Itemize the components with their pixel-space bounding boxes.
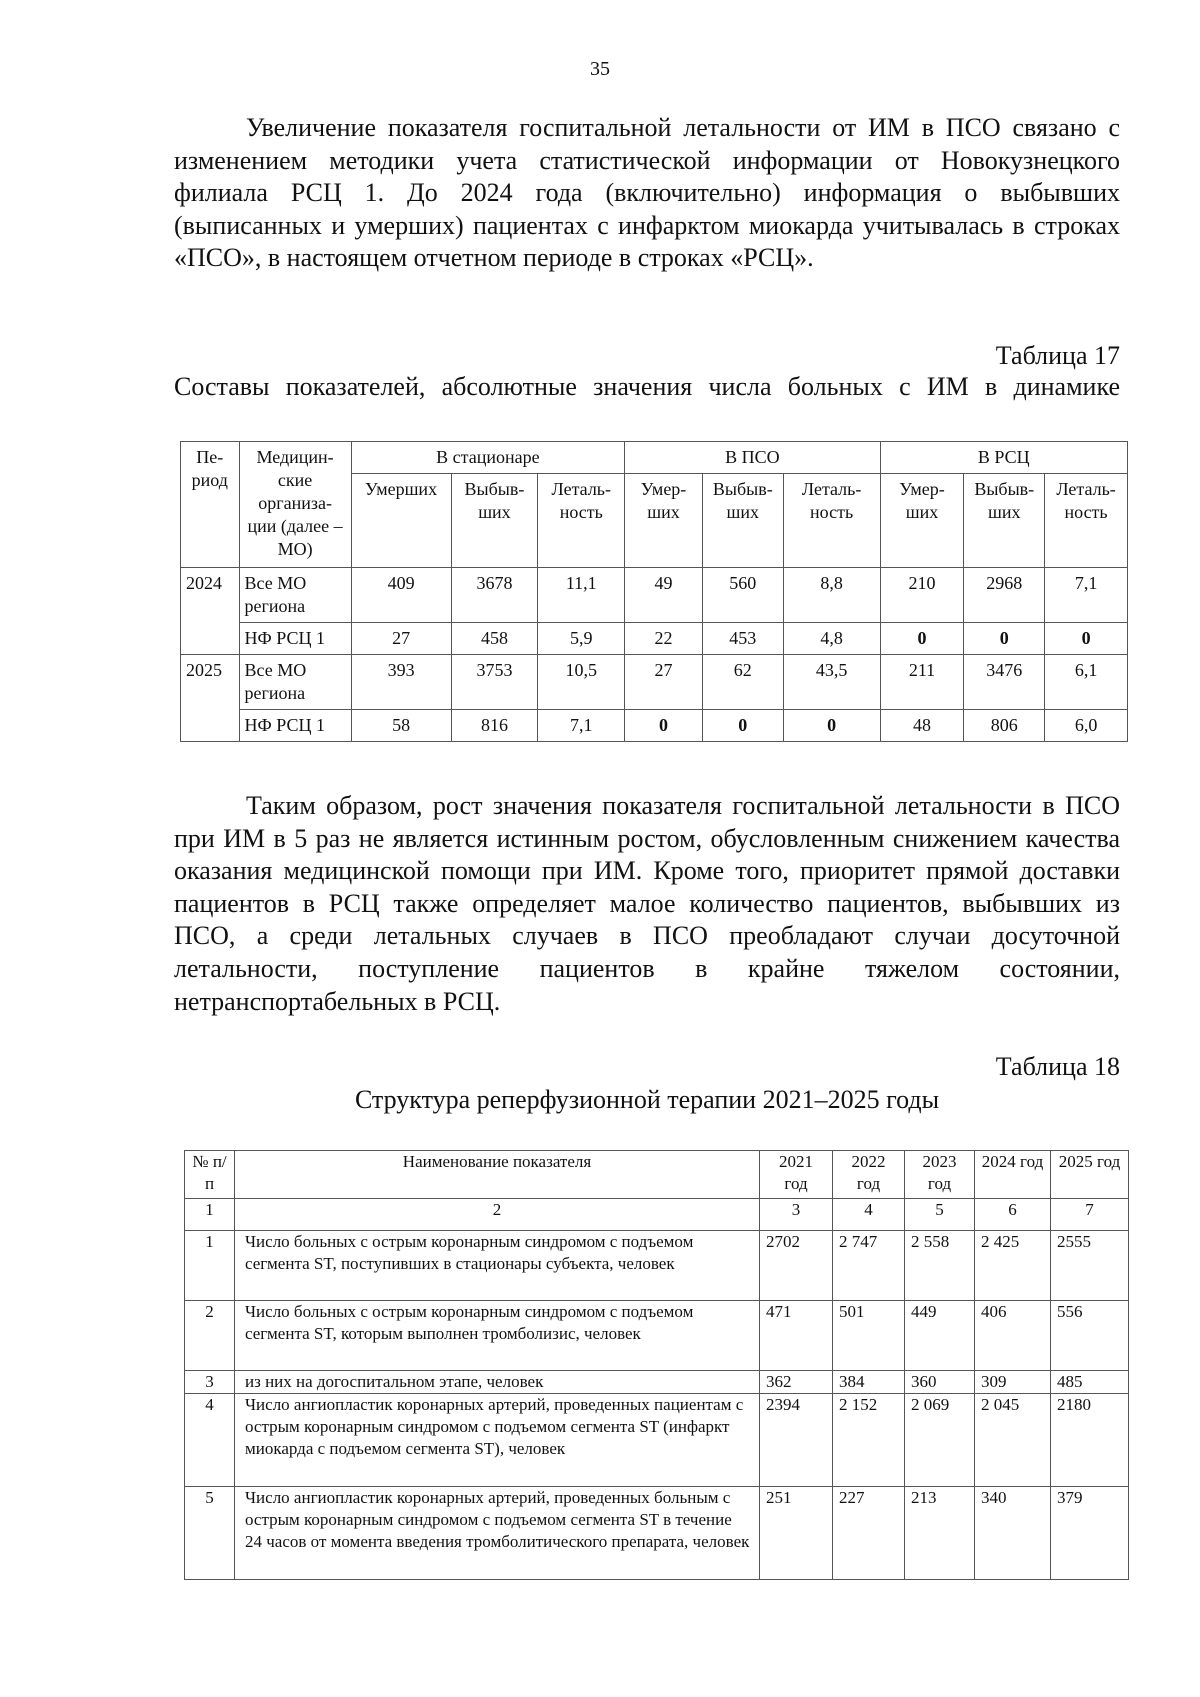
table-18 [184,1150,1129,1580]
value-cell: 3476 [964,655,1045,710]
value-cell: 10,5 [538,655,625,710]
value-cell: 393 [351,655,451,710]
value-cell: 362 [760,1371,833,1394]
indicator-name: из них на догоспитальном этапе, человек [235,1371,760,1394]
header-mortality: Леталь-ность [538,474,625,568]
value-cell: 0 [783,710,880,742]
header-died: Умер-ших [625,474,703,568]
header-pso: В ПСО [625,442,880,474]
value-cell: 7,1 [1045,568,1128,623]
value-cell: 309 [975,1371,1051,1394]
value-cell: 406 [975,1301,1051,1371]
value-cell: 485 [1051,1371,1129,1394]
org-cell: НФ РСЦ 1 [239,623,351,655]
value-cell: 458 [451,623,538,655]
value-cell: 211 [880,655,964,710]
page-number: 35 [590,58,610,80]
value-cell: 360 [905,1371,975,1394]
index-cell: 1 [185,1199,235,1231]
paragraph-1-text: Увеличение показателя госпитальной летальности от ИМ в ПСО связано с изменением методики учета статистической информации от Новокузнецкого филиала РСЦ 1. До 2024 года (включительно) информация о выбывших (выписанных и умерших) пациентах с инфарктом миокарда учитывалась в строках «ПСО», в настоящем отчетном периоде в строках «РСЦ». [174,113,1120,273]
value-cell: 3753 [451,655,538,710]
value-cell: 2 069 [905,1394,975,1487]
paragraph-2-text: Таким образом, рост значения показателя госпитальной летальности в ПСО при ИМ в 5 раз не является истинным ростом, обусловленным снижением качества оказания медицинской помощи при ИМ. Кроме того, приоритет прямой доставки пациентов в РСЦ также определяет малое количество пациентов, выбывших из ПСО, а среди летальных случаев в ПСО преобладают случаи досуточной летальности, поступление пациентов в крайне тяжелом состоянии, нетранспортабельных в РСЦ. [174,791,1120,1016]
row-number: 2 [185,1301,235,1371]
index-cell: 3 [760,1199,833,1231]
value-cell: 210 [880,568,964,623]
value-cell: 227 [833,1487,905,1580]
header-dropped: Выбыв-ших [451,474,538,568]
table-row [181,710,1128,742]
header-dropped: Выбыв-ших [702,474,783,568]
value-cell: 49 [625,568,703,623]
paragraph-1 [174,112,1120,275]
table-row [181,655,1128,710]
indicator-name: Число больных с острым коронарным синдромом с подъемом сегмента ST, поступивших в стационары субъекта, человек [235,1231,760,1301]
indicator-name: Число больных с острым коронарным синдромом с подъемом сегмента ST, которым выполнен тромболизис, человек [235,1301,760,1371]
value-cell: 2180 [1051,1394,1129,1487]
value-cell: 453 [702,623,783,655]
value-cell: 27 [351,623,451,655]
table-18-number: Таблица 18 [995,1052,1120,1081]
value-cell: 0 [702,710,783,742]
org-cell: Все МО региона [239,568,351,623]
indicator-name: Число ангиопластик коронарных артерий, проведенных пациентам с острым коронарным синдромом с подъемом сегмента ST (инфаркт миокарда с подъемом сегмента ST), человек [235,1394,760,1487]
value-cell: 58 [351,710,451,742]
table-row [185,1394,1129,1487]
value-cell: 556 [1051,1301,1129,1371]
header-year: 2022 год [833,1151,905,1199]
header-mortality: Леталь-ность [783,474,880,568]
value-cell: 816 [451,710,538,742]
value-cell: 48 [880,710,964,742]
index-cell: 6 [975,1199,1051,1231]
value-cell: 6,1 [1045,655,1128,710]
value-cell: 4,8 [783,623,880,655]
value-cell: 62 [702,655,783,710]
header-year: 2023 год [905,1151,975,1199]
header-hospital: В стационаре [351,442,625,474]
table-row [181,568,1128,623]
indicator-name: Число ангиопластик коронарных артерий, проведенных больным с острым коронарным синдромом с подъемом сегмента ST в течение 24 часов от момента введения тромболитического препарата, человек [235,1487,760,1580]
index-cell: 4 [833,1199,905,1231]
value-cell: 251 [760,1487,833,1580]
value-cell: 2555 [1051,1231,1129,1301]
value-cell: 11,1 [538,568,625,623]
table-row [185,1487,1129,1580]
value-cell: 5,9 [538,623,625,655]
header-no: № п/п [185,1151,235,1199]
value-cell: 471 [760,1301,833,1371]
value-cell: 8,8 [783,568,880,623]
header-rsc: В РСЦ [880,442,1127,474]
index-cell: 2 [235,1199,760,1231]
value-cell: 6,0 [1045,710,1128,742]
value-cell: 2394 [760,1394,833,1487]
index-cell: 5 [905,1199,975,1231]
header-year: 2024 год [975,1151,1051,1199]
table-17-number: Таблица 17 [995,341,1120,370]
header-org: Медицин-ские организа-ции (далее – МО) [239,442,351,568]
value-cell: 43,5 [783,655,880,710]
value-cell: 27 [625,655,703,710]
paragraph-2 [174,790,1120,1018]
table-row [185,1371,1129,1394]
header-died: Умерших [351,474,451,568]
value-cell: 2968 [964,568,1045,623]
org-cell: НФ РСЦ 1 [239,710,351,742]
table-17 [180,441,1128,742]
value-cell: 2 558 [905,1231,975,1301]
value-cell: 340 [975,1487,1051,1580]
row-number: 5 [185,1487,235,1580]
table-row [181,623,1128,655]
value-cell: 0 [880,623,964,655]
value-cell: 560 [702,568,783,623]
org-cell: Все МО региона [239,655,351,710]
row-number: 1 [185,1231,235,1301]
table-17-title: Составы показателей, абсолютные значения числа больных с ИМ в динамике [174,372,1120,401]
value-cell: 7,1 [538,710,625,742]
header-died: Умер-ших [880,474,964,568]
value-cell: 806 [964,710,1045,742]
value-cell: 0 [964,623,1045,655]
value-cell: 0 [1045,623,1128,655]
value-cell: 0 [625,710,703,742]
value-cell: 3678 [451,568,538,623]
value-cell: 2 152 [833,1394,905,1487]
table-row [185,1301,1129,1371]
value-cell: 379 [1051,1487,1129,1580]
row-number: 3 [185,1371,235,1394]
index-cell: 7 [1051,1199,1129,1231]
value-cell: 2702 [760,1231,833,1301]
period-cell: 2025 [181,655,240,742]
value-cell: 2 045 [975,1394,1051,1487]
header-period: Пе-риод [181,442,240,568]
value-cell: 2 747 [833,1231,905,1301]
header-dropped: Выбыв-ших [964,474,1045,568]
value-cell: 449 [905,1301,975,1371]
header-name: Наименование показателя [235,1151,760,1199]
period-cell: 2024 [181,568,240,655]
header-mortality: Леталь-ность [1045,474,1128,568]
index-row [185,1199,1129,1231]
table-row [185,1231,1129,1301]
header-year: 2021 год [760,1151,833,1199]
table-18-title: Структура реперфузионной терапии 2021–2025 годы [354,1085,940,1114]
value-cell: 501 [833,1301,905,1371]
value-cell: 384 [833,1371,905,1394]
value-cell: 2 425 [975,1231,1051,1301]
value-cell: 213 [905,1487,975,1580]
value-cell: 409 [351,568,451,623]
value-cell: 22 [625,623,703,655]
header-year: 2025 год [1051,1151,1129,1199]
row-number: 4 [185,1394,235,1487]
